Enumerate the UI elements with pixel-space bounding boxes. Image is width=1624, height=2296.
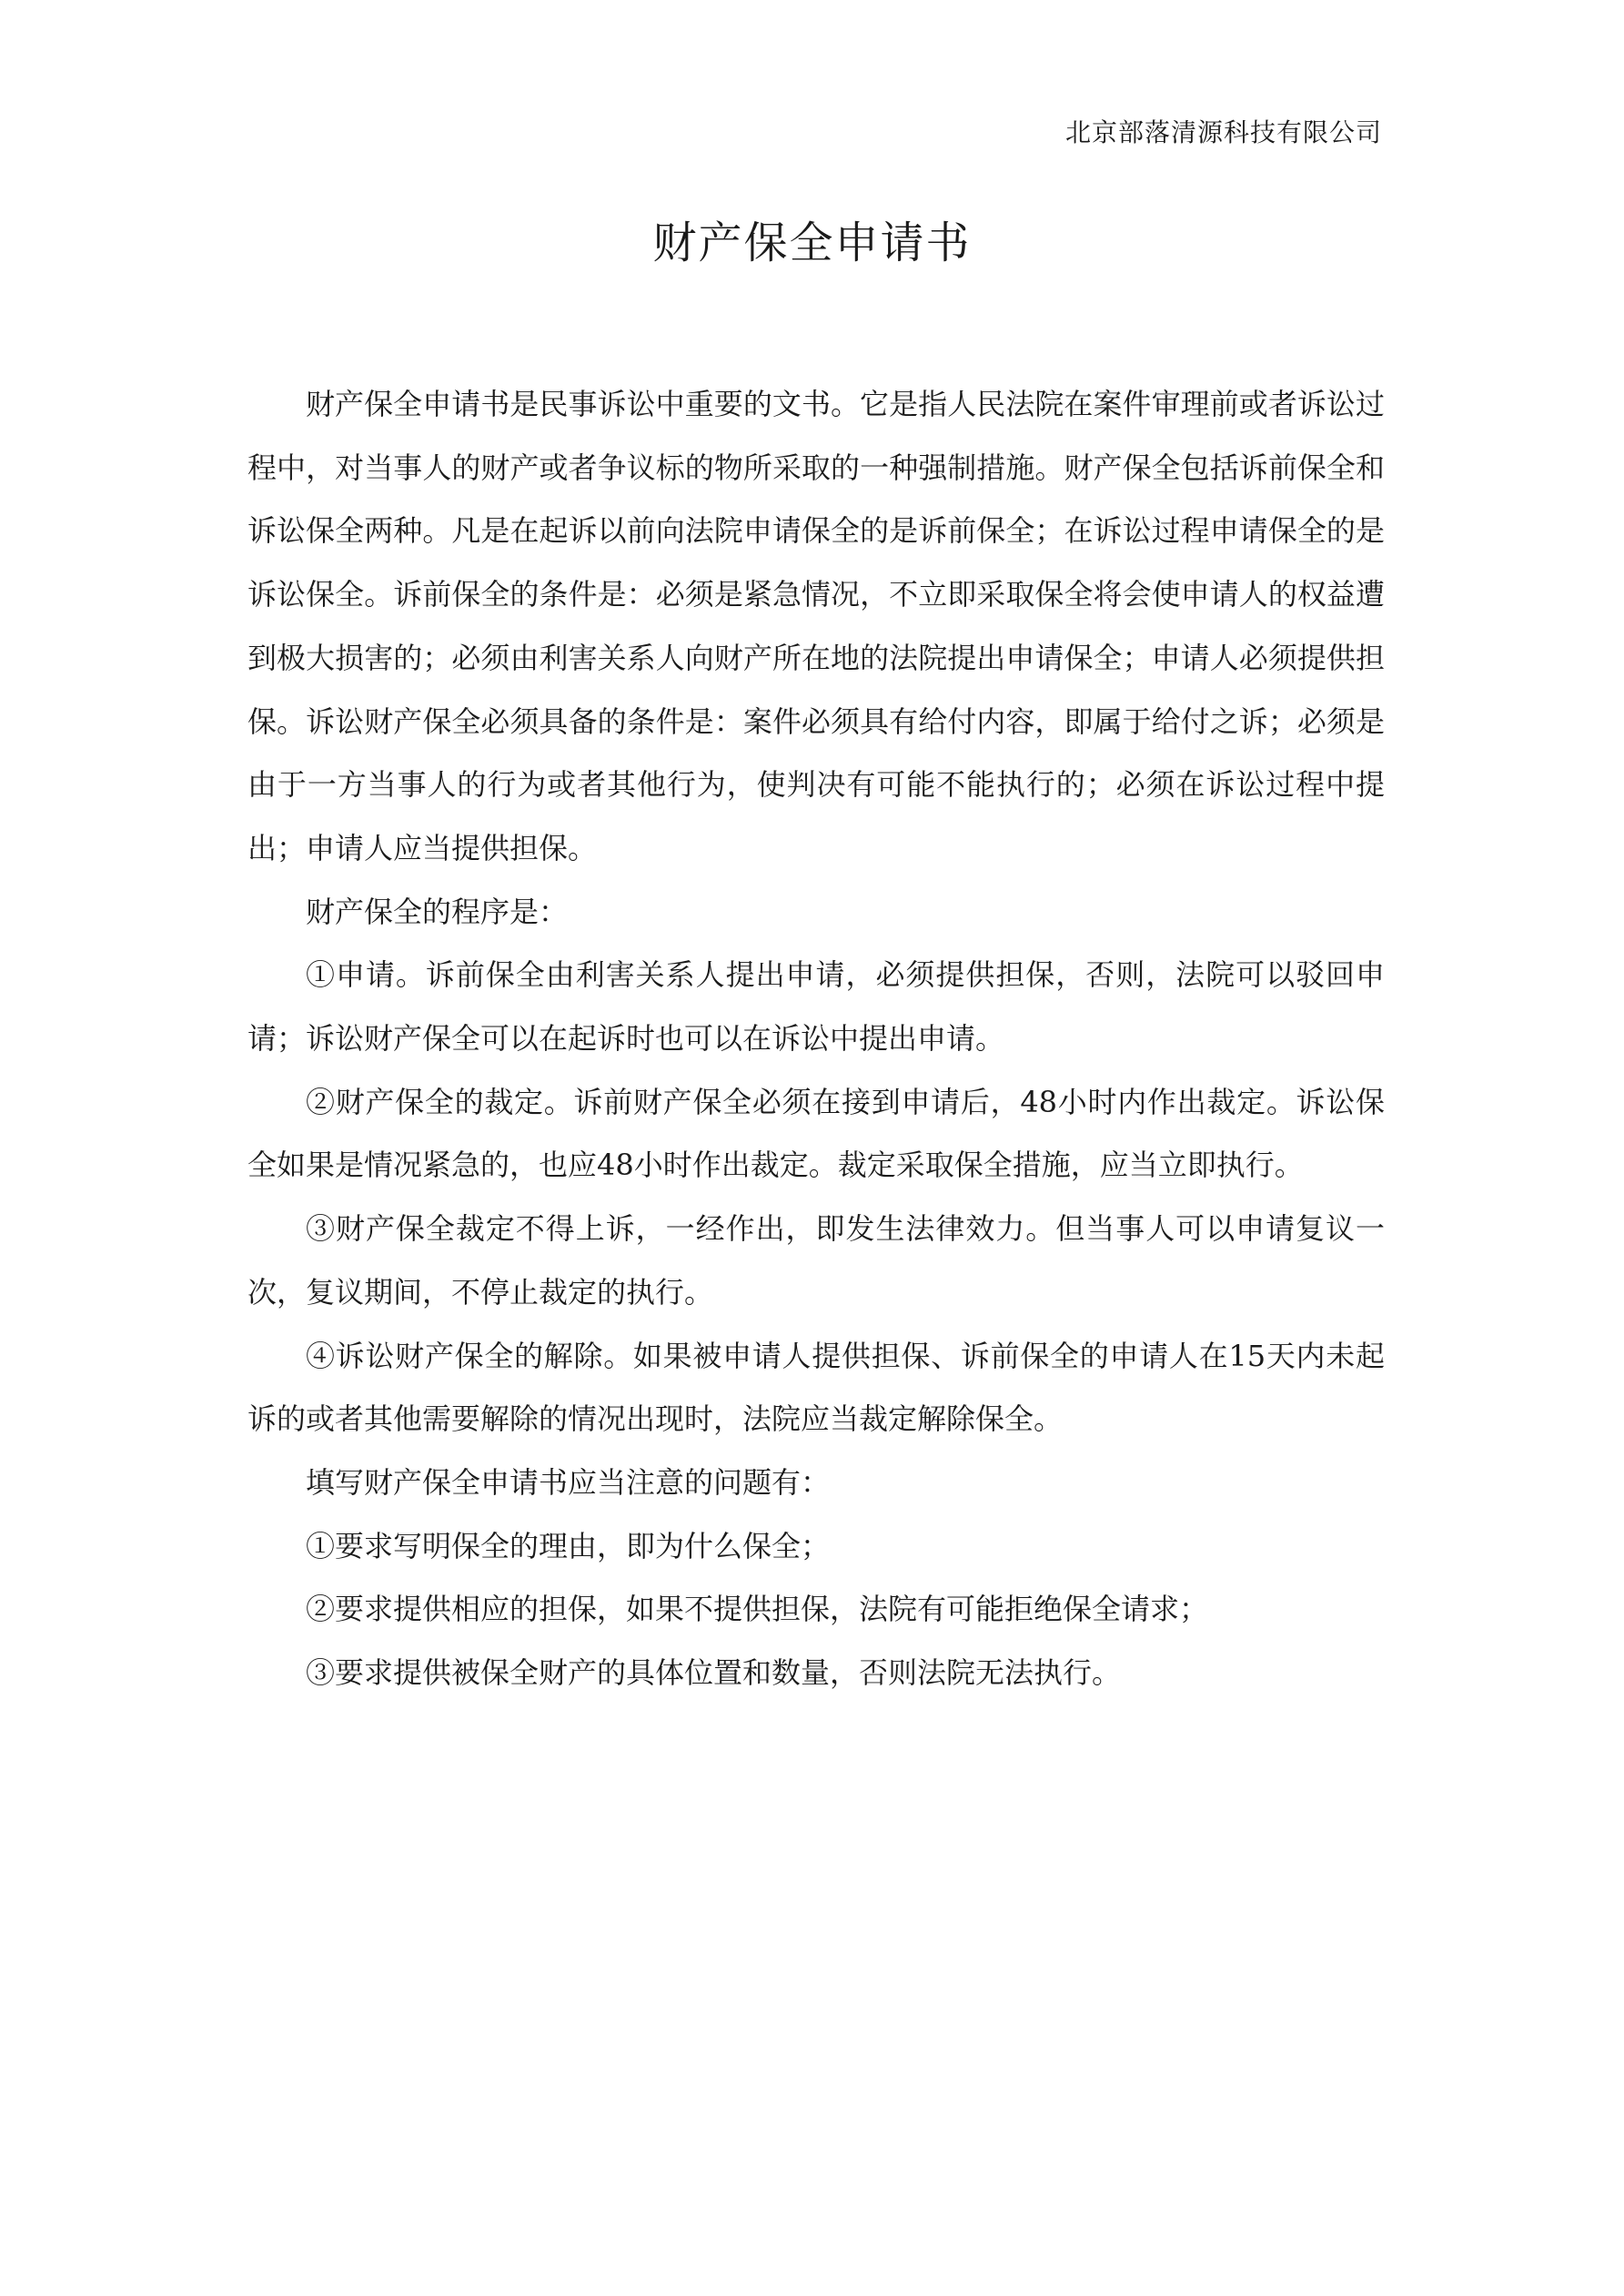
paragraph-step-3: ③财产保全裁定不得上诉，一经作出，即发生法律效力。但当事人可以申请复议一次，复议期间，不停止裁定的执行。: [247, 1211, 1385, 1310]
paragraph-note-1: ①要求写明保全的理由，即为什么保全；: [306, 1528, 831, 1563]
paragraph-step-4: ④诉讼财产保全的解除。如果被申请人提供担保、诉前保全的申请人在15天内未起诉的或者其他需要解除的情况出现时，法院应当裁定解除保全。: [247, 1338, 1385, 1437]
paragraph-note-3: ③要求提供被保全财产的具体位置和数量，否则法院无法执行。: [306, 1655, 1122, 1691]
paragraph-procedure-heading: 财产保全的程序是：: [306, 894, 569, 929]
company-name: 北京部落清源科技有限公司: [1064, 117, 1382, 147]
document-title: 财产保全申请书: [652, 217, 972, 268]
paragraph-step-2: ②财产保全的裁定。诉前财产保全必须在接到申请后，48小时内作出裁定。诉讼保全如果是情况紧急的，也应48小时作出裁定。裁定采取保全措施，应当立即执行。: [247, 1084, 1385, 1183]
paragraph-notes-heading: 填写财产保全申请书应当注意的问题有：: [306, 1464, 831, 1500]
paragraph-note-2: ②要求提供相应的担保，如果不提供担保，法院有可能拒绝保全请求；: [306, 1592, 1209, 1627]
paragraph-intro: 财产保全申请书是民事诉讼中重要的文书。它是指人民法院在案件审理前或者诉讼过程中，对当事人的财产或者争议标的物所采取的一种强制措施。财产保全包括诉前保全和诉讼保全两种。凡是在起诉以前向法院申请保全的是诉前保全；在诉讼过程申请保全的是诉讼保全。诉前保全的条件是：必须是紧急情况，不立即采取保全将会使申请人的权益遭到极大损害的；必须由利害关系人向财产所在地的法院提出申请保全；申请人必须提供担保。诉讼财产保全必须具备的条件是：案件必须具有给付内容，即属于给付之诉；必须是由于一方当事人的行为或者其他行为，使判决有可能不能执行的；必须在诉讼过程中提出；申请人应当提供担保。: [247, 387, 1385, 865]
paragraph-step-1: ①申请。诉前保全由利害关系人提出申请，必须提供担保，否则，法院可以驳回申请；诉讼财产保全可以在起诉时也可以在诉讼中提出申请。: [247, 957, 1385, 1057]
document-body: [247, 373, 1385, 1705]
